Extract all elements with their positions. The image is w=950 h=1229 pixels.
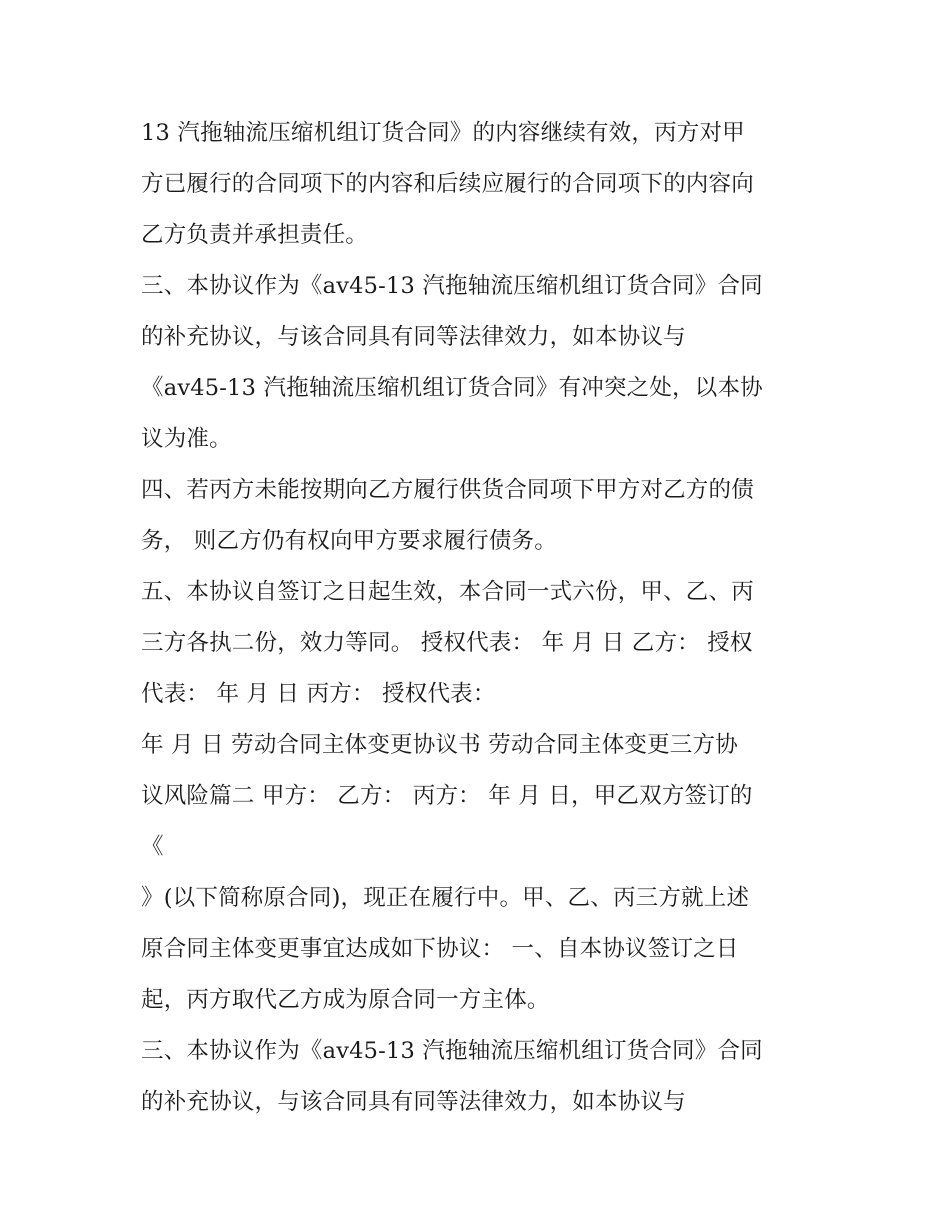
text-line: 三、本协议作为《av45-13 汽拖轴流压缩机组订货合同》合同 [141,1038,763,1064]
text-line: 原合同主体变更事宜达成如下协议： 一、自本协议签订之日 [141,936,739,962]
text-line: 务， 则乙方仍有权向甲方要求履行债务。 [141,528,557,554]
text-line: 五、本协议自签订之日起生效，本合同一式六份，甲、乙、丙 [141,579,754,605]
text-line: 13 汽拖轴流压缩机组订货合同》的内容继续有效，丙方对甲 [141,120,745,146]
text-line: 代表： 年 月 日 丙方： 授权代表： [141,681,496,707]
text-line: 《 [141,834,164,860]
text-line: 乙方负责并承担责任。 [141,222,369,248]
text-line: 的补充协议，与该合同具有同等法律效力，如本协议与 [141,324,686,350]
text-line: 三、本协议作为《av45-13 汽拖轴流压缩机组订货合同》合同 [141,273,763,299]
text-line: 的补充协议，与该合同具有同等法律效力，如本协议与 [141,1089,686,1115]
text-line: 四、若丙方未能按期向乙方履行供货合同项下甲方对乙方的债 [141,477,754,503]
text-line: 》(以下简称原合同)，现正在履行中。甲、乙、丙三方就上述 [141,885,750,911]
text-line: 三方各执二份，效力等同。 授权代表： 年 月 日 乙方： 授权 [141,630,753,656]
text-line: 《av45-13 汽拖轴流压缩机组订货合同》有冲突之处，以本协 [141,375,763,401]
text-line: 年 月 日 劳动合同主体变更协议书 劳动合同主体变更三方协 [141,732,738,758]
text-line: 起，丙方取代乙方成为原合同一方主体。 [141,987,550,1013]
text-line: 议风险篇二 甲方： 乙方： 丙方： 年 月 日，甲乙双方签订的 [141,783,753,809]
document-body [141,108,821,1128]
text-line: 方已履行的合同项下的内容和后续应履行的合同项下的内容向 [141,171,754,197]
text-line: 议为准。 [141,426,232,452]
